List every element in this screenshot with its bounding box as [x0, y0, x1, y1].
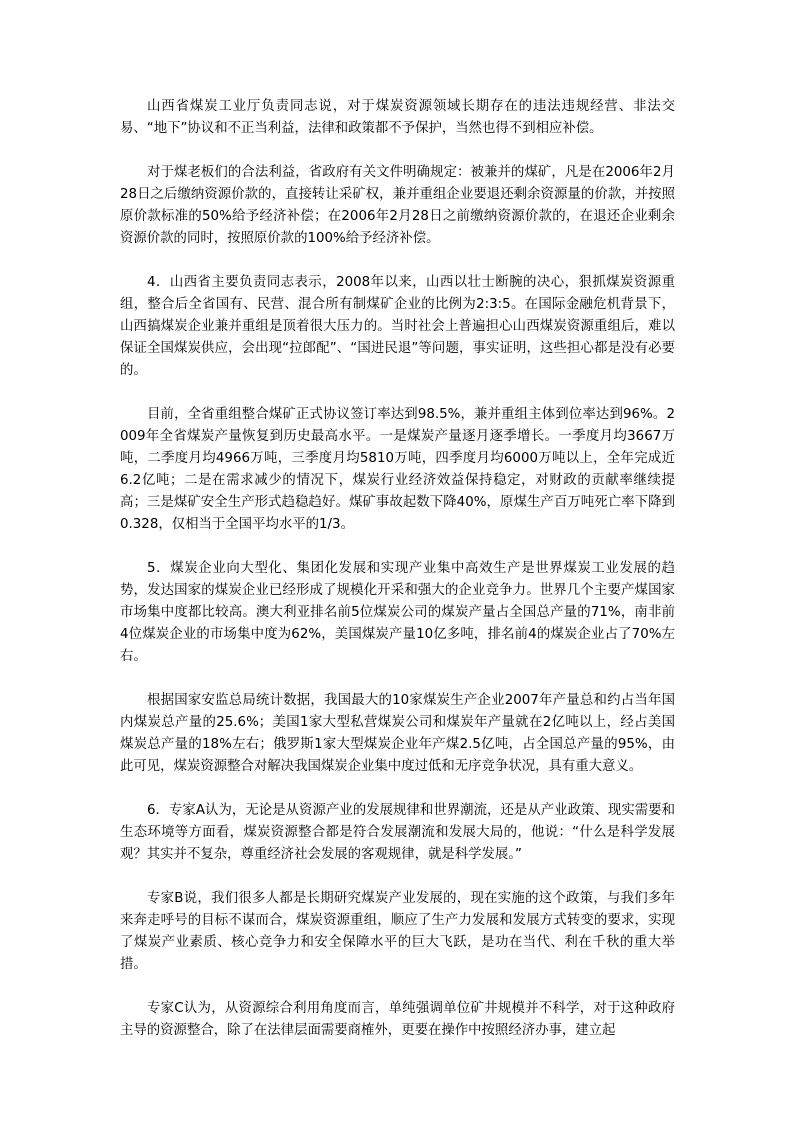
paragraph-section-4: 4．山西省主要负责同志表示，2008年以来，山西以壮士断腕的决心，狠抓煤炭资源重组，整合后全省国有、民营、混合所有制煤矿企业的比例为2:3:5。在国际金融危机背景下，山西搞煤炭企业兼并重组是顶着很大压力的。当时社会上普遍担心山西煤炭资源重组后，难以保证全国煤炭供应，会出现“拉郎配”、“国进民退”等问题，事实证明，这些担心都是没有必要的。 [120, 275, 675, 378]
paragraph-section-5: 5．煤炭企业向大型化、集团化发展和实现产业集中高效生产是世界煤炭工业发展的趋势，发达国家的煤炭企业已经形成了规模化开采和强大的企业竞争力。世界几个主要产煤国家市场集中度都比较高。澳大利亚排名前5位煤炭公司的煤炭产量占全国总产量的71%，南非前4位煤炭企业的市场集中度为62%，美国煤炭产量10亿多吨，排名前4的煤炭企业占了70%左右。 [120, 561, 675, 664]
paragraph-compensation-rules: 对于煤老板们的合法利益，省政府有关文件明确规定：被兼并的煤矿，凡是在2006年2月28日之后缴纳资源价款的，直接转让采矿权，兼并重组企业要退还剩余资源量的价款，并按照原价款标准的50%给予经济补偿；在2006年2月28日之前缴纳资源价款的，在退还企业剩余资源价款的同时，按照原价款的100%给予经济补偿。 [120, 165, 675, 246]
paragraph-coal-bureau-statement: 山西省煤炭工业厅负责同志说，对于煤炭资源领域长期存在的违法违规经营、非法交易、“地下”协议和不正当利益，法律和政策都不予保护，当然也得不到相应补偿。 [120, 99, 675, 136]
paragraph-expert-b: 专家B说，我们很多人都是长期研究煤炭产业发展的，现在实施的这个政策，与我们多年来奔走呼号的目标不谋而合，煤炭资源重组，顺应了生产力发展和发展方式转变的要求，实现了煤炭产业素质、核心竞争力和安全保障水平的巨大飞跃，是功在当代、利在千秋的重大举措。 [120, 891, 675, 972]
paragraph-production-stats: 目前，全省重组整合煤矿正式协议签订率达到98.5%，兼并重组主体到位率达到96%。2009年全省煤炭产量恢复到历史最高水平。一是煤炭产量逐月逐季增长。一季度月均3667万吨，二季度月均4966万吨，三季度月均5810万吨，四季度月均6000万吨以上，全年完成近6.2亿吨；二是在需求减少的情况下，煤炭行业经济效益保持稳定，对财政的贡献率继续提高；三是煤矿安全生产形式趋稳趋好。煤矿事故起数下降40%，原煤生产百万吨死亡率下降到0.328，仅相当于全国平均水平的1/3。 [120, 407, 675, 532]
paragraph-concentration-data: 根据国家安监总局统计数据，我国最大的10家煤炭生产企业2007年产量总和约占当年国内煤炭总产量的25.6%；美国1家大型私营煤炭公司和煤炭年产量就在2亿吨以上，经占美国煤炭总产量的18%左右；俄罗斯1家大型煤炭企业年产煤2.5亿吨，占全国总产量的95%，由此可见，煤炭资源整合对解决我国煤炭企业集中度过低和无序竞争状况，具有重大意义。 [120, 693, 675, 774]
paragraph-section-6-expert-a: 6．专家A认为，无论是从资源产业的发展规律和世界潮流，还是从产业政策、现实需要和生态环境等方面看，煤炭资源整合都是符合发展潮流和发展大局的，他说：“什么是科学发展观？其实并不复杂，尊重经济社会发展的客观规律，就是科学发展。” [120, 803, 675, 862]
document-body [120, 96, 675, 1064]
paragraph-expert-c: 专家C认为，从资源综合利用角度而言，单纯强调单位矿井规模并不科学，对于这种政府主导的资源整合，除了在法律层面需要商榷外，更要在操作中按照经济办事，建立起 [120, 1001, 675, 1038]
